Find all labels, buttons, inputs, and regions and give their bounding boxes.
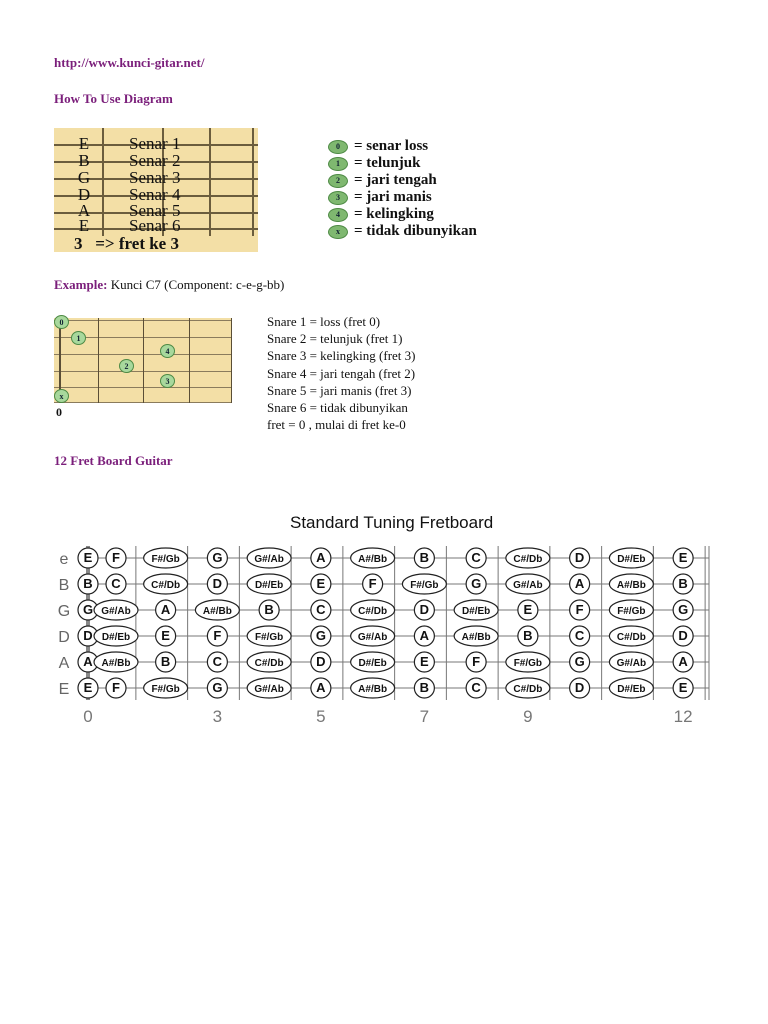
note-label: E (83, 550, 93, 565)
note-label: C (471, 680, 481, 695)
example-text: Kunci C7 (Component: c-e-g-bb) (110, 277, 285, 292)
note-label: E (678, 550, 688, 565)
note-label: A (160, 602, 171, 617)
finger-badge-icon: 0 (328, 140, 348, 154)
howto-row (54, 153, 258, 169)
finger-marker: x (54, 389, 69, 403)
note-label: C#/Db (513, 684, 543, 695)
note-label: D#/Eb (101, 632, 131, 643)
site-url[interactable]: http://www.kunci-gitar.net/ (54, 55, 205, 70)
snare-line: fret = 0 , mulai di fret ke-0 (267, 417, 406, 433)
chord-fret-label: 0 (56, 405, 62, 419)
note-label: G#/Ab (357, 632, 388, 643)
note-label: C (316, 602, 326, 617)
string-name-label: B (58, 577, 70, 594)
chord-diagram (54, 312, 235, 420)
fret-number-label: 5 (316, 707, 326, 726)
legend-text: = jari tengah (354, 172, 437, 188)
note-label: A#/Bb (358, 554, 388, 565)
note-label: F#/Gb (513, 658, 543, 669)
note-label: G#/Ab (616, 658, 647, 669)
note-label: A (316, 550, 326, 565)
string-name-label: D (58, 629, 70, 646)
senar-label: Senar 1 (129, 134, 181, 153)
note-label: D (316, 654, 326, 669)
note-label: D#/Eb (254, 580, 284, 591)
note-label: E (161, 628, 170, 643)
string-name: G (77, 168, 91, 187)
note-label: C#/Db (616, 632, 646, 643)
note-label: B (264, 602, 274, 617)
note-label: F#/Gb (410, 580, 439, 591)
legend-item (328, 206, 477, 223)
string-name: D (77, 185, 91, 204)
string-name-label: E (58, 681, 70, 698)
note-label: F (472, 654, 481, 669)
snare-line: Snare 6 = tidak dibunyikan (267, 400, 408, 416)
snare-list (267, 313, 415, 433)
string-name: A (77, 201, 91, 220)
note-label: G (212, 680, 223, 695)
legend-item (328, 189, 477, 206)
note-label: A#/Bb (358, 684, 388, 695)
note-label: C (574, 628, 585, 643)
legend-item (328, 138, 477, 155)
note-label: D (678, 628, 688, 643)
legend-text: = telunjuk (354, 155, 421, 171)
note-label: A#/Bb (616, 580, 646, 591)
fret-number-label: 7 (419, 707, 430, 726)
note-label: A (316, 680, 326, 695)
note-label: A#/Bb (101, 658, 131, 669)
note-label: D (419, 602, 430, 617)
fret-line (231, 318, 232, 403)
note-label: F#/Gb (254, 632, 284, 643)
howto-heading: How To Use Diagram (54, 91, 173, 106)
note-label: A (574, 576, 585, 591)
note-label: E (83, 680, 93, 695)
string-name: E (78, 216, 90, 235)
note-label: C#/Db (151, 580, 181, 591)
note-label: C#/Db (254, 658, 284, 669)
note-label: G (315, 628, 326, 643)
string-name-label: e (59, 551, 69, 568)
note-label: D#/Eb (617, 684, 646, 695)
snare-line: Snare 5 = jari manis (fret 3) (267, 382, 412, 398)
example-label: Example: (54, 277, 108, 292)
note-label: B (678, 576, 688, 591)
legend-text: = jari manis (354, 189, 432, 205)
note-label: C#/Db (358, 606, 388, 617)
howto-row (54, 170, 258, 186)
note-label: G (82, 602, 94, 617)
note-label: E (678, 680, 688, 695)
finger-legend (328, 138, 477, 240)
note-label: C (111, 576, 121, 591)
note-label: F (368, 576, 377, 591)
note-label: A#/Bb (461, 632, 491, 643)
note-label: B (160, 654, 171, 669)
note-label: F (112, 550, 120, 565)
legend-item (328, 223, 477, 240)
note-label: E (523, 602, 533, 617)
note-label: A (678, 654, 688, 669)
fret-number-label: 3 (212, 707, 223, 726)
note-label: G#/Ab (254, 554, 284, 565)
string-name: B (78, 151, 90, 170)
note-label: C (212, 654, 223, 669)
note-label: A#/Bb (202, 606, 232, 617)
finger-badge-icon: 1 (328, 157, 348, 171)
legend-text: = kelingking (354, 206, 434, 222)
howto-row (54, 218, 258, 234)
note-label: E (316, 576, 326, 591)
senar-label: Senar 2 (129, 151, 181, 170)
note-label: F#/Gb (151, 684, 180, 695)
senar-label: Senar 3 (129, 168, 181, 187)
finger-badge-icon: x (328, 225, 348, 239)
senar-label: Senar 4 (129, 185, 181, 204)
note-label: C#/Db (513, 554, 543, 565)
fretboard-diagram (52, 540, 732, 752)
fretboard-title: Standard Tuning Fretboard (290, 513, 494, 532)
legend-text: = senar loss (354, 138, 429, 154)
finger-marker: 3 (160, 374, 175, 388)
note-label: D#/Eb (617, 554, 646, 565)
note-label: F#/Gb (617, 606, 646, 617)
note-label: F (575, 602, 584, 617)
note-label: G (212, 550, 223, 565)
string-name: E (78, 134, 90, 153)
note-label: D (574, 680, 585, 695)
note-label: D#/Eb (358, 658, 387, 669)
note-label: G#/Ab (513, 580, 543, 591)
note-label: D (212, 576, 223, 591)
note-label: G#/Ab (101, 606, 131, 617)
note-label: B (523, 628, 533, 643)
senar-label: Senar 5 (129, 201, 181, 220)
finger-badge-icon: 2 (328, 174, 348, 188)
finger-marker: 0 (54, 315, 69, 329)
legend-item (328, 172, 477, 189)
finger-marker: 1 (71, 331, 86, 345)
snare-line: Snare 3 = kelingking (fret 3) (267, 348, 416, 364)
fret-note: 3 => fret ke 3 (74, 234, 179, 253)
fret-number-label: 12 (673, 707, 693, 726)
note-label: B (419, 550, 430, 565)
fret-line (98, 318, 99, 403)
string-name-label: G (57, 603, 71, 620)
note-label: E (420, 654, 429, 669)
howto-diagram (54, 128, 258, 252)
note-label: G (678, 602, 689, 617)
note-label: G (574, 654, 585, 669)
fret-number-label: 0 (83, 707, 93, 726)
snare-line: Snare 2 = telunjuk (fret 1) (267, 331, 403, 347)
finger-badge-icon: 3 (328, 191, 348, 205)
note-label: B (83, 576, 93, 591)
note-label: C (471, 550, 481, 565)
senar-label: Senar 6 (129, 216, 181, 235)
note-label: F (112, 680, 120, 695)
string-name-label: A (58, 655, 70, 672)
legend-text: = tidak dibunyikan (354, 223, 477, 239)
note-label: D#/Eb (461, 606, 491, 617)
finger-marker: 4 (160, 344, 175, 358)
note-label: G (471, 576, 482, 591)
note-label: A (83, 654, 93, 669)
howto-row (54, 136, 258, 152)
snare-line: Snare 4 = jari tengah (fret 2) (267, 365, 416, 381)
note-label: G#/Ab (254, 684, 284, 695)
legend-item (328, 155, 477, 172)
note-label: F (213, 628, 222, 643)
note-label: B (419, 680, 430, 695)
finger-badge-icon: 4 (328, 208, 348, 222)
fret-number-label: 9 (523, 707, 533, 726)
note-label: A (419, 628, 430, 643)
fretboard-heading: 12 Fret Board Guitar (54, 453, 173, 468)
note-label: F#/Gb (151, 554, 180, 565)
snare-line: Snare 1 = loss (fret 0) (267, 314, 381, 329)
fret-line (143, 318, 144, 403)
note-label: D (83, 628, 93, 643)
example-line (54, 277, 284, 293)
note-label: D (574, 550, 585, 565)
fret-line (189, 318, 190, 403)
finger-marker: 2 (119, 359, 134, 373)
